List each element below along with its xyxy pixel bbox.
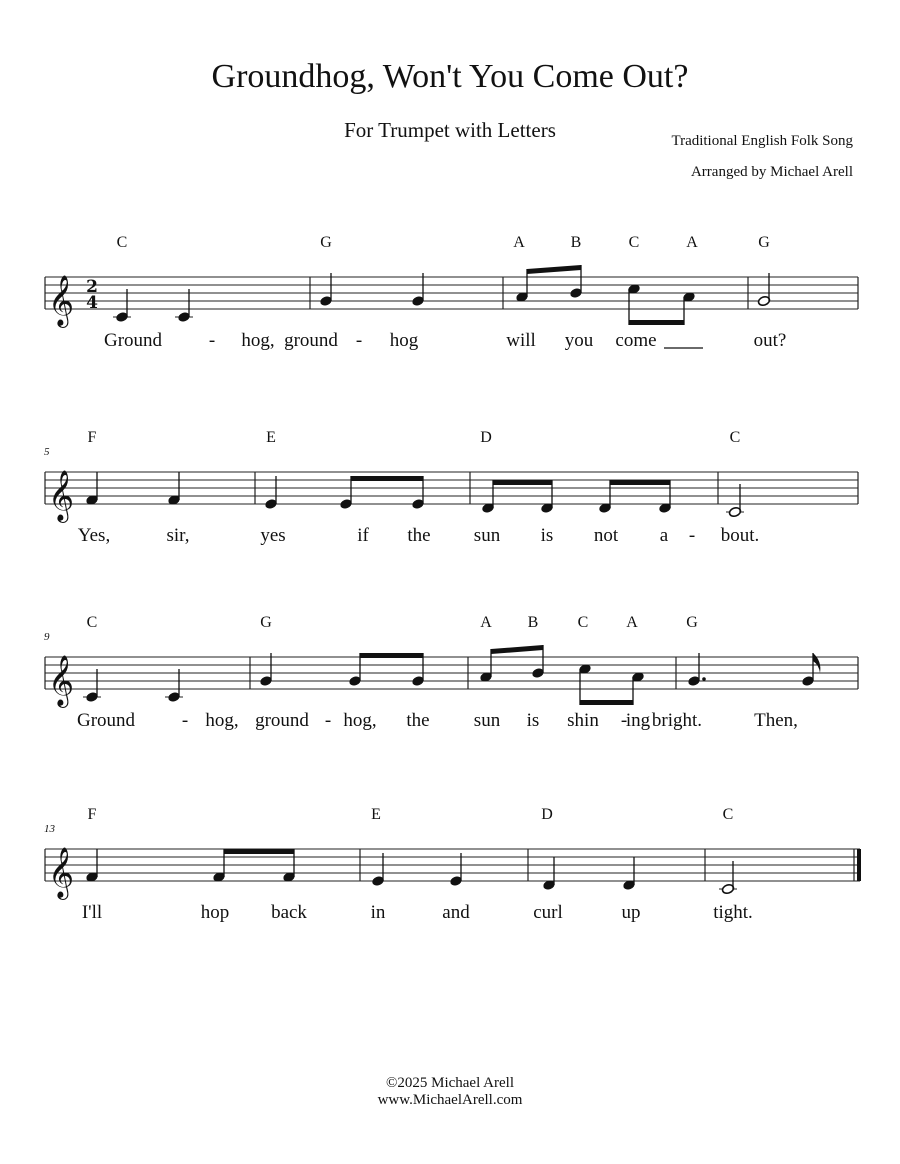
note-letter: D <box>480 429 492 446</box>
note-letter: F <box>87 429 97 446</box>
lyric-syllable: tight. <box>713 902 753 923</box>
lyric-syllable: up <box>621 902 641 923</box>
copyright-text: ©2025 Michael Arell <box>385 1075 515 1091</box>
measure-number: 5 <box>44 446 50 458</box>
lyric-hyphen: - <box>324 710 332 731</box>
lyric-syllable: hog, <box>205 710 239 731</box>
lyric-syllable: sir, <box>166 525 190 546</box>
eighth-flag <box>813 653 820 673</box>
beam <box>527 265 581 274</box>
lyric-syllable: bout. <box>720 525 760 546</box>
lyric-syllable: sun <box>473 710 501 731</box>
lyric-syllable: I'll <box>81 902 103 923</box>
lyric-syllable: Ground <box>76 710 136 731</box>
dot <box>702 677 706 681</box>
arranger-credit: Arranged by Michael Arell <box>690 164 853 180</box>
lyric-syllable: the <box>407 525 431 546</box>
lyric-syllable: hop <box>200 902 230 923</box>
treble-clef-icon: 𝄞 <box>48 655 75 706</box>
lyric-syllable: ground <box>284 330 338 351</box>
lyric-syllable: curl <box>533 902 563 923</box>
note-letter: F <box>87 806 97 823</box>
note-letter: E <box>266 429 276 446</box>
note-letter: G <box>320 234 332 251</box>
note-letter: C <box>577 614 589 631</box>
staff-system-1 <box>45 265 858 348</box>
page-footer <box>0 1075 900 1109</box>
lyric-syllable: you <box>564 330 594 351</box>
note-letter: C <box>729 429 741 446</box>
beam <box>629 320 684 325</box>
note-letter: G <box>260 614 272 631</box>
note-letter: C <box>722 806 734 823</box>
staff-system-2 <box>44 446 858 523</box>
time-signature-top: 2 <box>86 277 98 297</box>
note-letter: B <box>527 614 539 631</box>
beam <box>224 849 294 854</box>
beam <box>360 653 423 658</box>
lyric-syllable: is <box>540 525 554 546</box>
beam <box>491 645 543 654</box>
note-letter: D <box>541 806 553 823</box>
lyric-syllable: is <box>526 710 540 731</box>
lyric-syllable: and <box>442 902 470 923</box>
lyric-syllable: Ground <box>103 330 163 351</box>
composer-credit: Traditional English Folk Song <box>671 133 853 149</box>
lyric-hyphen: - <box>181 710 189 731</box>
note-letter: A <box>480 614 492 631</box>
lyric-syllable: in <box>370 902 386 923</box>
song-title: Groundhog, Won't You Come Out? <box>211 58 689 95</box>
staff-system-4 <box>44 823 861 900</box>
lyric-syllable: not <box>593 525 619 546</box>
lyric-syllable: a <box>659 525 669 546</box>
lyric-hyphen: - <box>355 330 363 351</box>
note-letter: A <box>686 234 698 251</box>
note-letter: C <box>628 234 640 251</box>
note-letter: A <box>513 234 525 251</box>
lyric-syllable: sun <box>473 525 501 546</box>
lyric-hyphen: - <box>620 710 628 731</box>
note-letter: B <box>570 234 582 251</box>
lyric-syllable: Then, <box>754 710 798 731</box>
website-text: www.MichaelArell.com <box>377 1092 523 1108</box>
beam <box>351 476 423 481</box>
instrument-subtitle: For Trumpet with Letters <box>344 118 556 142</box>
treble-clef-icon: 𝄞 <box>48 847 75 898</box>
treble-clef-icon: 𝄞 <box>48 275 75 326</box>
measure-number: 9 <box>44 631 50 643</box>
lyric-syllable: if <box>357 525 369 546</box>
lyric-syllable: come <box>615 330 657 351</box>
lyric-syllable: Yes, <box>77 525 111 546</box>
time-signature-bottom: 4 <box>86 293 98 313</box>
lyric-hyphen: - <box>688 525 696 546</box>
lyric-syllable: back <box>271 902 307 923</box>
lyric-syllable: hog <box>389 330 419 351</box>
lyric-syllable: yes <box>260 525 286 546</box>
lyric-syllable: the <box>406 710 430 731</box>
lyric-syllable: shin <box>567 710 599 731</box>
note-letter: E <box>371 806 381 823</box>
note-letter: C <box>116 234 128 251</box>
beam <box>580 700 633 705</box>
lyric-hyphen: - <box>208 330 216 351</box>
lyric-syllable: will <box>506 330 536 351</box>
staff-system-3 <box>44 631 858 708</box>
note-letter: A <box>626 614 638 631</box>
note-letter: G <box>758 234 770 251</box>
treble-clef-icon: 𝄞 <box>48 470 75 521</box>
lyric-syllable: ground <box>255 710 309 731</box>
note-letter: C <box>86 614 98 631</box>
lyric-syllable: hog, <box>343 710 377 731</box>
lyric-syllable: ing <box>625 710 651 731</box>
note-letter: G <box>686 614 698 631</box>
beam <box>493 480 552 485</box>
final-barline-thick <box>857 849 861 881</box>
lyric-syllable: bright. <box>651 710 703 731</box>
lyric-syllable: out? <box>753 330 787 351</box>
lyric-syllable: hog, <box>241 330 275 351</box>
measure-number: 13 <box>44 823 55 835</box>
beam <box>610 480 670 485</box>
